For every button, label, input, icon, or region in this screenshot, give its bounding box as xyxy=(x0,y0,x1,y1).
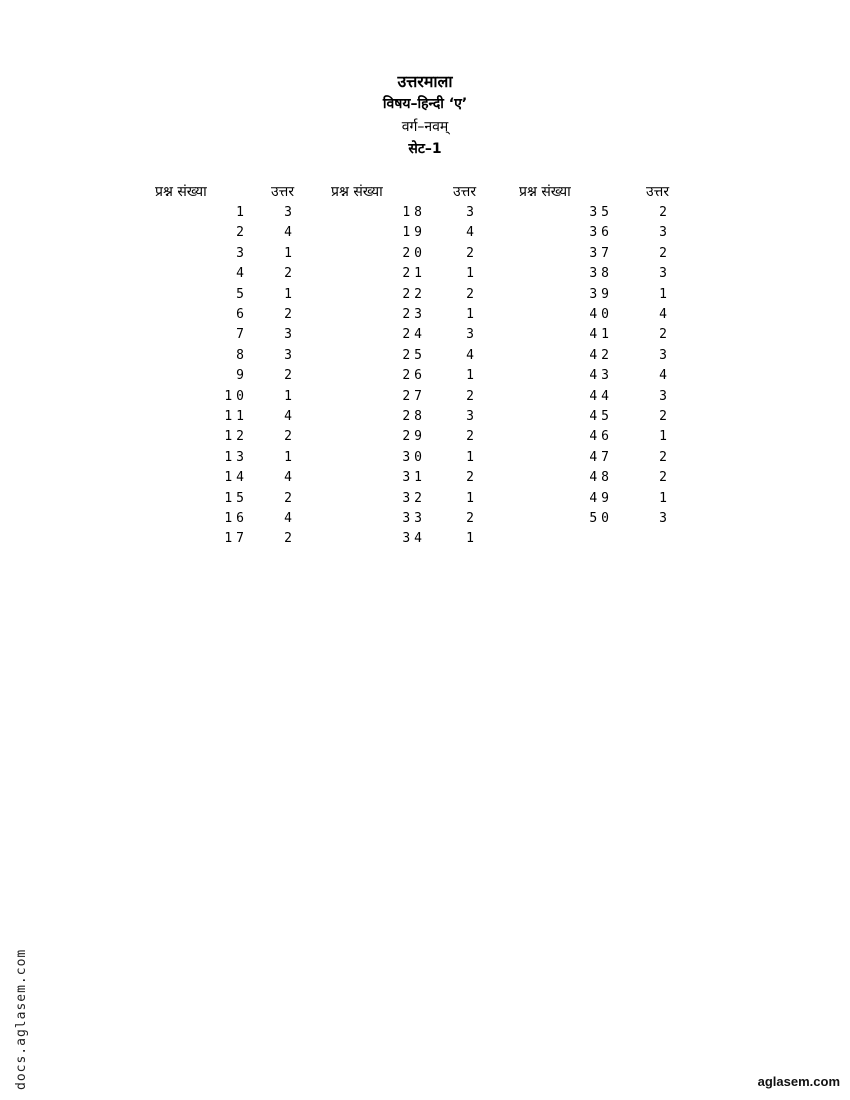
answer-option: 2 xyxy=(284,266,296,282)
answer-option: 3 xyxy=(659,347,671,363)
question-number: 49 xyxy=(589,490,613,506)
question-number: 14 xyxy=(224,470,248,486)
answer-option: 1 xyxy=(466,531,478,547)
question-number: 19 xyxy=(402,225,426,241)
question-number: 48 xyxy=(589,470,613,486)
answer-option: 4 xyxy=(659,368,671,384)
question-number: 45 xyxy=(589,409,613,424)
question-number: 1 xyxy=(236,205,248,220)
answer-option: 1 xyxy=(466,307,478,322)
question-number: 21 xyxy=(402,266,426,282)
question-number: 42 xyxy=(589,347,613,363)
question-number: 27 xyxy=(402,388,426,404)
answer-option: 1 xyxy=(466,490,478,506)
column-header-answer-2: उत्तर xyxy=(453,184,477,200)
question-number: 24 xyxy=(402,327,426,343)
question-number: 34 xyxy=(402,531,426,547)
question-number: 7 xyxy=(236,327,248,343)
answer-option: 3 xyxy=(659,225,671,241)
answer-option: 2 xyxy=(659,205,671,220)
answer-option: 1 xyxy=(466,368,478,384)
question-number: 31 xyxy=(402,470,426,486)
question-number: 37 xyxy=(589,245,613,261)
question-number: 39 xyxy=(589,286,613,302)
column-header-question-2: प्रश्न संख्या xyxy=(331,184,383,200)
column-header-question-3: प्रश्न संख्या xyxy=(519,184,571,200)
answer-option: 2 xyxy=(659,409,671,424)
answer-option: 2 xyxy=(659,327,671,343)
answer-key-title: उत्तरमाला xyxy=(397,72,453,91)
answer-option: 3 xyxy=(284,347,296,363)
question-number: 9 xyxy=(236,368,248,384)
answer-option: 1 xyxy=(659,490,671,506)
question-number: 44 xyxy=(589,388,613,404)
answer-option: 2 xyxy=(284,429,296,445)
answer-option: 4 xyxy=(284,225,296,241)
answer-option: 1 xyxy=(659,286,671,302)
answer-option: 1 xyxy=(284,449,296,465)
question-number: 10 xyxy=(224,388,248,404)
question-number: 50 xyxy=(589,511,613,526)
question-number: 20 xyxy=(402,245,426,261)
answer-option: 2 xyxy=(466,470,478,486)
answer-option: 1 xyxy=(284,245,296,261)
answer-option: 2 xyxy=(466,429,478,445)
answer-option: 3 xyxy=(466,409,478,424)
question-number: 18 xyxy=(402,205,426,220)
set-line: सेट–1 xyxy=(408,141,442,157)
question-number: 33 xyxy=(402,511,426,526)
column-header-answer-1: उत्तर xyxy=(271,184,295,200)
column-header-question-1: प्रश्न संख्या xyxy=(155,184,207,200)
answer-option: 4 xyxy=(659,307,671,322)
question-number: 13 xyxy=(224,449,248,465)
answer-option: 4 xyxy=(284,511,296,526)
question-number: 29 xyxy=(402,429,426,445)
question-number: 32 xyxy=(402,490,426,506)
question-number: 43 xyxy=(589,368,613,384)
answer-option: 4 xyxy=(466,225,478,241)
question-number: 22 xyxy=(402,286,426,302)
answer-option: 3 xyxy=(659,511,671,526)
answer-option: 1 xyxy=(466,266,478,282)
question-number: 12 xyxy=(224,429,248,445)
question-number: 35 xyxy=(589,205,613,220)
answer-option: 4 xyxy=(466,347,478,363)
answer-option: 2 xyxy=(659,470,671,486)
answer-option: 3 xyxy=(466,327,478,343)
question-number: 38 xyxy=(589,266,613,282)
question-number: 40 xyxy=(589,307,613,322)
answer-option: 2 xyxy=(466,245,478,261)
answer-option: 4 xyxy=(284,409,296,424)
answer-option: 2 xyxy=(659,449,671,465)
question-number: 30 xyxy=(402,449,426,465)
answer-option: 2 xyxy=(284,307,296,322)
answer-option: 3 xyxy=(284,327,296,343)
column-header-answer-3: उत्तर xyxy=(646,184,670,200)
footer-brand: aglasem.com xyxy=(757,1074,840,1089)
question-number: 16 xyxy=(224,511,248,526)
question-number: 8 xyxy=(236,347,248,363)
side-watermark: docs.aglasem.com xyxy=(14,948,29,1090)
question-number: 41 xyxy=(589,327,613,343)
question-number: 17 xyxy=(224,531,248,547)
question-number: 11 xyxy=(224,409,248,424)
answer-option: 2 xyxy=(466,388,478,404)
question-number: 46 xyxy=(589,429,613,445)
answer-option: 3 xyxy=(466,205,478,220)
answer-option: 1 xyxy=(466,449,478,465)
question-number: 23 xyxy=(402,307,426,322)
question-number: 2 xyxy=(236,225,248,241)
answer-option: 2 xyxy=(466,286,478,302)
answer-option: 4 xyxy=(284,470,296,486)
answer-option: 2 xyxy=(466,511,478,526)
answer-option: 1 xyxy=(659,429,671,445)
question-number: 3 xyxy=(236,245,248,261)
answer-option: 2 xyxy=(659,245,671,261)
answer-option: 3 xyxy=(659,266,671,282)
answer-option: 2 xyxy=(284,531,296,547)
question-number: 25 xyxy=(402,347,426,363)
question-number: 47 xyxy=(589,449,613,465)
question-number: 5 xyxy=(236,286,248,302)
answer-option: 1 xyxy=(284,388,296,404)
answer-option: 2 xyxy=(284,368,296,384)
question-number: 6 xyxy=(236,307,248,322)
answer-option: 3 xyxy=(284,205,296,220)
question-number: 28 xyxy=(402,409,426,424)
answer-option: 2 xyxy=(284,490,296,506)
question-number: 36 xyxy=(589,225,613,241)
subject-line: विषय–हिन्दी ‘ए’ xyxy=(382,96,468,112)
class-line: वर्ग–नवम् xyxy=(401,119,449,135)
answer-option: 1 xyxy=(284,286,296,302)
answer-option: 3 xyxy=(659,388,671,404)
question-number: 26 xyxy=(402,368,426,384)
question-number: 4 xyxy=(236,266,248,282)
question-number: 15 xyxy=(224,490,248,506)
